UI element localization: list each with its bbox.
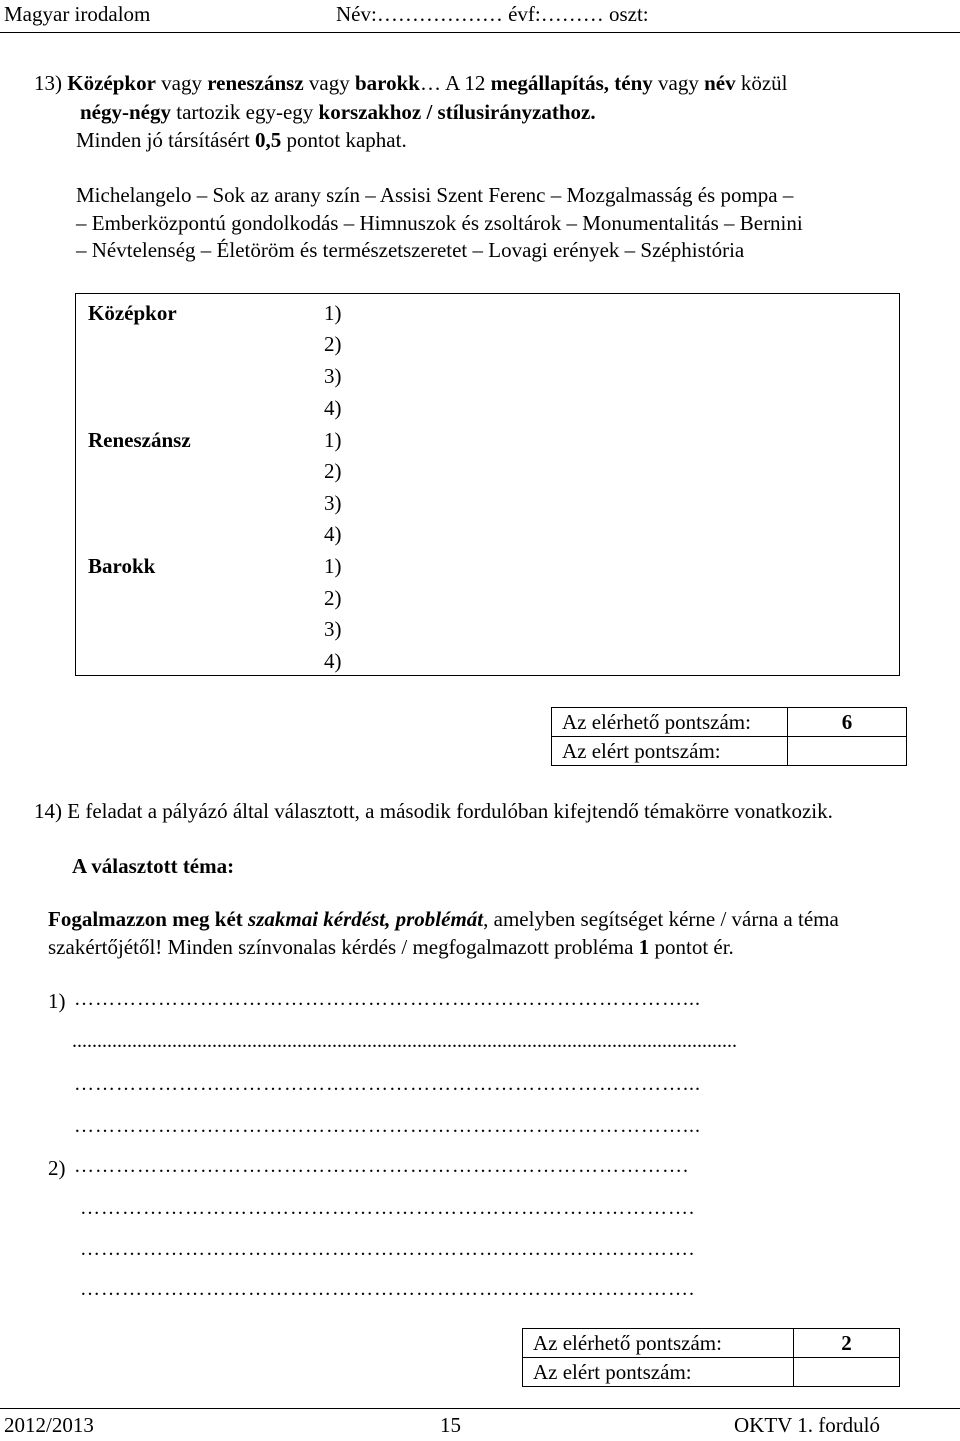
text: pontot kaphat. xyxy=(281,128,407,152)
kw-korszak: korszakhoz / stílusirányzathoz. xyxy=(318,100,596,124)
chosen-topic-label: A választott téma: xyxy=(72,854,235,878)
answer-slot[interactable]: 2) xyxy=(324,459,342,483)
answer-slot[interactable]: 1) xyxy=(324,301,342,325)
terms-line-3: – Névtelenség – Életöröm és természetszeretet – Lovagi erények – Széphistória xyxy=(76,238,745,262)
instruction-line-2 xyxy=(48,934,734,960)
answer-line[interactable]: ..................................................................................................................................... xyxy=(72,1030,737,1052)
text: … A 12 xyxy=(419,71,491,95)
school-year: 2012/2013 xyxy=(4,1413,94,1437)
answer-slot[interactable]: 4) xyxy=(324,649,342,673)
task13-line1 xyxy=(34,70,787,96)
answer-slot[interactable]: 3) xyxy=(324,491,342,515)
text: közül xyxy=(735,71,788,95)
max-score-value: 2 xyxy=(794,1329,900,1358)
answer-line[interactable]: ……………………………………………………………………………... xyxy=(74,1115,701,1137)
answer-slot[interactable]: 3) xyxy=(324,617,342,641)
answer-slot[interactable]: 2) xyxy=(324,332,342,356)
answer-line[interactable]: ……………………………………………………………………………... xyxy=(74,1073,701,1095)
terms-line-1: Michelangelo – Sok az arany szín – Assisi Szent Ferenc – Mozgalmasság és pompa – xyxy=(76,183,794,207)
max-score-label: Az elérhető pontszám: xyxy=(523,1329,794,1358)
kw-megallapitas: megállapítás, tény xyxy=(490,71,653,95)
competition-round: OKTV 1. forduló xyxy=(734,1413,881,1437)
text: vagy xyxy=(155,71,208,95)
text: , amelyben segítséget kérne / várna a téma xyxy=(483,907,839,931)
answer-slot[interactable]: 3) xyxy=(324,364,342,388)
kw-kozepkor: Középkor xyxy=(67,71,156,95)
task13-line3 xyxy=(76,127,407,153)
answer2-number: 2) xyxy=(48,1156,66,1180)
achieved-score-label: Az elért pontszám: xyxy=(552,737,788,766)
text: szakértőjétől! Minden színvonalas kérdés / megfogalmazott probléma xyxy=(48,935,639,959)
answer-slot[interactable]: 2) xyxy=(324,586,342,610)
answer-slot[interactable]: 1) xyxy=(324,428,342,452)
task-number: 13) xyxy=(34,71,62,95)
answer-slot[interactable]: 4) xyxy=(324,522,342,546)
page-header xyxy=(0,0,960,33)
kw-reneszansz: reneszánsz xyxy=(207,71,304,95)
points-value: 1 xyxy=(638,935,650,959)
achieved-score-field[interactable] xyxy=(788,737,907,766)
page-number: 15 xyxy=(440,1413,461,1437)
text: tartozik egy-egy xyxy=(171,100,319,124)
category-label-barokk: Barokk xyxy=(88,554,156,578)
text: vagy xyxy=(652,71,705,95)
points-value: 0,5 xyxy=(255,128,282,152)
instruction-line-1 xyxy=(48,906,839,932)
text: Fogalmazzon meg két xyxy=(48,907,249,931)
score-table-13 xyxy=(551,707,907,766)
answer-line[interactable]: ……………………………………………………………………………. xyxy=(80,1197,695,1219)
text: Minden jó társításért xyxy=(76,128,256,152)
kw-barokk: barokk xyxy=(355,71,420,95)
score-table-14 xyxy=(522,1328,900,1387)
category-label-kozepkor: Középkor xyxy=(88,301,177,325)
answer1-number: 1) xyxy=(48,989,66,1013)
text: pontot ér. xyxy=(649,935,734,959)
subject-label: Magyar irodalom xyxy=(4,2,151,26)
answer-line[interactable]: ……………………………………………………………………………... xyxy=(74,988,701,1010)
answer-line[interactable]: ……………………………………………………………………………. xyxy=(80,1238,695,1260)
answer-line[interactable]: ……………………………………………………………………………. xyxy=(80,1278,695,1300)
kw-negy: négy-négy xyxy=(80,100,171,124)
terms-line-2: – Emberközpontú gondolkodás – Himnuszok és zsoltárok – Monumentalitás – Bernini xyxy=(76,211,803,235)
kw-szakmai: szakmai kérdést, problémát xyxy=(248,907,484,931)
text: vagy xyxy=(303,71,355,95)
answer-line[interactable]: ……………………………………………………………………………. xyxy=(74,1155,689,1177)
name-class-field: Név:……………… évf:……… oszt: xyxy=(336,2,649,26)
achieved-score-field[interactable] xyxy=(794,1358,900,1387)
task13-line2 xyxy=(80,99,596,125)
category-label-reneszansz: Reneszánsz xyxy=(88,428,191,452)
answer-slot[interactable]: 4) xyxy=(324,396,342,420)
max-score-value: 6 xyxy=(788,708,907,737)
kw-nev: név xyxy=(704,71,736,95)
page-footer xyxy=(0,1408,960,1441)
answer-slot[interactable]: 1) xyxy=(324,554,342,578)
max-score-label: Az elérhető pontszám: xyxy=(552,708,788,737)
category-table xyxy=(75,293,900,676)
task14-intro: 14) E feladat a pályázó által választott, a második fordulóban kifejtendő témakörre vonatkozik. xyxy=(34,799,833,823)
achieved-score-label: Az elért pontszám: xyxy=(523,1358,794,1387)
